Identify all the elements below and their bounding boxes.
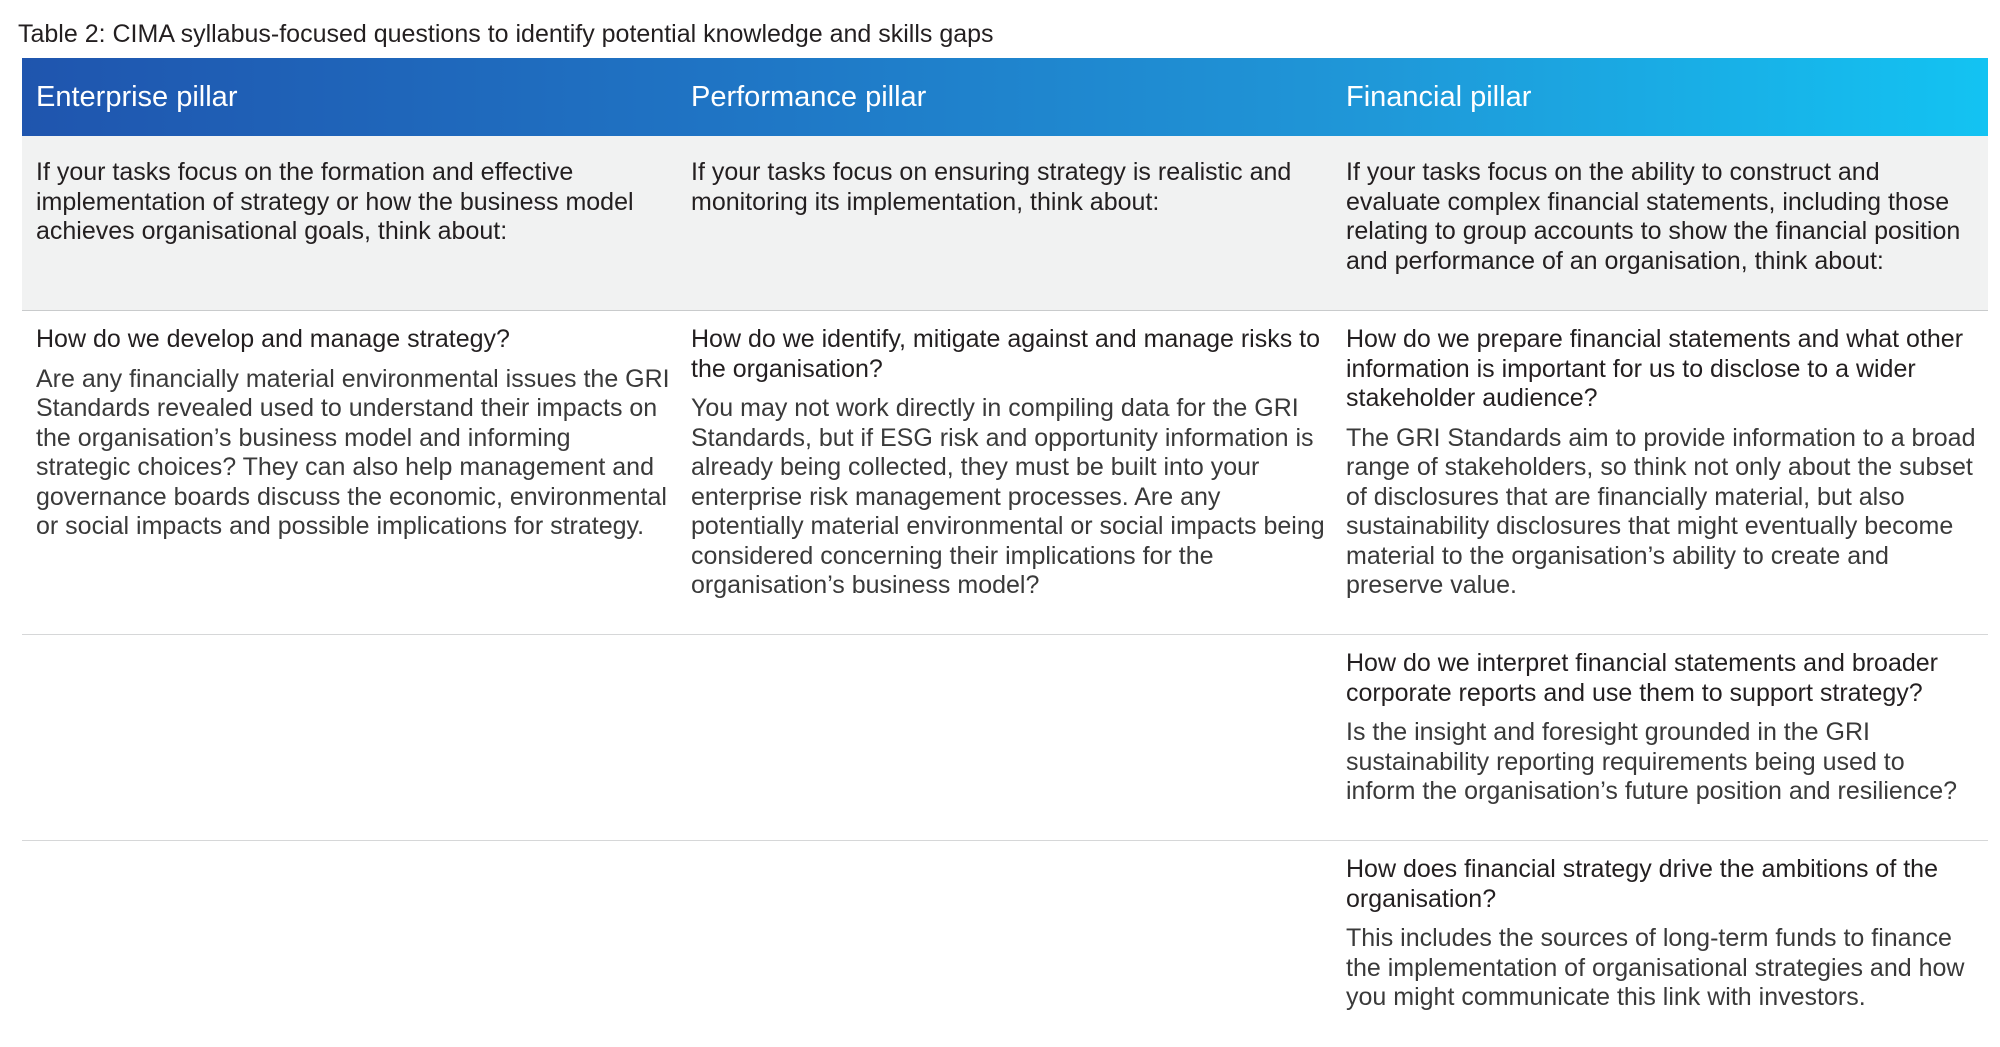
table-caption: Table 2: CIMA syllabus-focused questions to identify potential knowledge and skills gaps — [18, 20, 994, 48]
answer: The GRI Standards aim to provide information to a broad range of stakeholders, so think not only about the subset of disclosures that are financially material, but also sustainability disclosures that might eventually become material to the organisation’s ability to create and preserve value. — [1346, 423, 1976, 599]
cell-financial — [1332, 311, 1987, 634]
table-row — [22, 635, 1988, 841]
cell-performance-empty — [677, 635, 1332, 840]
header-financial-pillar: Financial pillar — [1346, 81, 1532, 113]
header-performance-pillar: Performance pillar — [691, 81, 927, 113]
question: How do we prepare financial statements and what other information is important for us to disclose to a wider stakeholder audience? — [1346, 325, 1964, 412]
answer: Is the insight and foresight grounded in the GRI sustainability reporting requirements being used to inform the organisation’s future position and resilience? — [1346, 718, 1958, 805]
answer: Are any financially material environmental issues the GRI Standards revealed used to understand their impacts on the organisation’s business model and informing strategic choices? They can also help management and governance boards discuss the economic, environmental or social impacts and possible implications for strategy. — [36, 364, 670, 540]
table-row — [22, 841, 1988, 1047]
cell-financial — [1332, 635, 1987, 840]
table-row — [22, 311, 1988, 635]
table-header — [22, 58, 1988, 136]
question: How do we identify, mitigate against and manage risks to the organisation? — [691, 325, 1321, 383]
cell-enterprise-empty — [22, 635, 677, 840]
header-enterprise-pillar: Enterprise pillar — [36, 81, 238, 113]
cell-performance — [677, 311, 1332, 634]
cell-performance-empty — [677, 841, 1332, 1047]
intro-row — [22, 136, 1988, 311]
question: How do we interpret financial statements and broader corporate reports and use them to support strategy? — [1346, 649, 1938, 707]
cell-enterprise-empty — [22, 841, 677, 1047]
skills-gap-table — [22, 58, 1988, 1047]
question: How do we develop and manage strategy? — [36, 325, 510, 353]
intro-performance: If your tasks focus on ensuring strategy is realistic and monitoring its implementation, think about: — [691, 158, 1292, 216]
cell-enterprise — [22, 311, 677, 634]
answer: You may not work directly in compiling data for the GRI Standards, but if ESG risk and opportunity information is already being collected, they must be built into your enterprise risk management processes. Are any potentially material environmental or social impacts being considered concerning their implications for the organisation’s business model? — [691, 394, 1325, 599]
intro-enterprise: If your tasks focus on the formation and effective implementation of strategy or how the business model achieves organisational goals, think about: — [36, 158, 634, 245]
cell-financial — [1332, 841, 1987, 1047]
question: How does financial strategy drive the ambitions of the organisation? — [1346, 855, 1938, 913]
intro-financial: If your tasks focus on the ability to construct and evaluate complex financial statements, including those relating to group accounts to show the financial position and performance of an organisation, think about: — [1346, 158, 1961, 275]
answer: This includes the sources of long-term funds to finance the implementation of organisational strategies and how you might communicate this link with investors. — [1346, 924, 1965, 1011]
